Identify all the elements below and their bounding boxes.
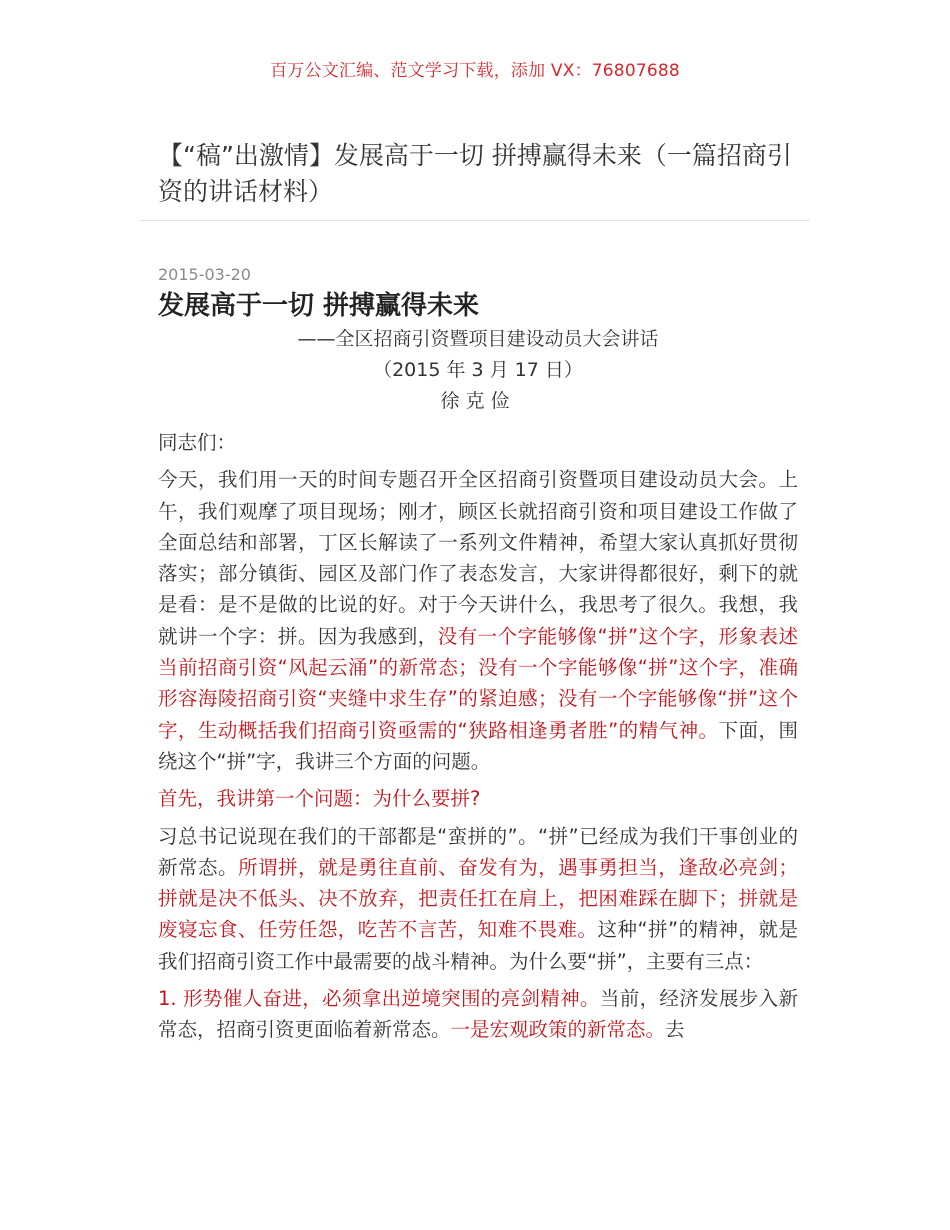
title-divider: [140, 220, 810, 221]
why-highlight: 所谓拼，就是勇往直前、奋发有为，遇事勇担当，逢敌必亮剑；拼就是决不低头、决不放弃，把责任扛在肩上，把困难踩在脚下；拼就是废寝忘食、任劳任怨，吃苦不言苦，知难不畏难。: [158, 855, 798, 942]
page-title: 【“稿”出激情】发展高于一切 拼搏赢得未来（一篇招商引资的讲话材料）: [158, 141, 792, 206]
intro-closing: 下面，围绕这个“拼”字，我讲三个方面的问题。: [158, 718, 798, 773]
point-1-title: 1. 形势催人奋进，必须拿出逆境突围的亮剑精神。: [158, 987, 600, 1011]
intro-text: 今天，我们用一天的时间专题召开全区招商引资暨项目建设动员大会。上午，我们观摩了项目现场；刚才，顾区长就招商引资和项目建设工作做了全面总结和部署，丁区长解读了一系列文件精神，希望大家认真抓好贯彻落实；部分镇街、园区及部门作了表态发言，大家讲得都很好，剩下的就是看：是不是做的比说的好。对于今天讲什么，我思考了很久。我想，我就讲一个字：拼。因为我感到，: [158, 468, 798, 648]
greeting: 同志们：: [158, 431, 237, 454]
why-text: 习总书记说现在我们的干部都是“蛮拼的”。“拼”已经成为我们干事创业的新常态。: [158, 824, 798, 879]
promo-banner: 百万公文汇编、范文学习下载，添加 VX：76807688: [270, 61, 680, 81]
publish-date: 2015-03-20: [158, 265, 251, 284]
article-heading: 发展高于一切 拼搏赢得未来: [158, 291, 480, 321]
point-1-sub: 一是宏观政策的新常态。: [450, 1018, 666, 1042]
point-1-tail: 去: [665, 1018, 685, 1042]
paragraph-intro: [158, 464, 798, 777]
author-name: 徐克俭: [440, 390, 516, 412]
why-closing: 这种“拼”的精神，就是我们招商引资工作中最需要的战斗精神。为什么要“拼”，主要有三点：: [158, 918, 798, 973]
article-subtitle: ——全区招商引资暨项目建设动员大会讲话: [297, 328, 659, 350]
article-body: [158, 264, 798, 1046]
intro-highlight: 没有一个字能够像“拼”这个字，形象表述当前招商引资“风起云涌”的新常态；没有一个字能够像“拼”这个字，准确形容海陵招商引资“夹缝中求生存”的紧迫感；没有一个字能够像“拼”这个字，生动概括我们招商引资亟需的“狭路相逢勇者胜”的精气神。: [158, 624, 798, 742]
section-heading-1: 首先，我讲第一个问题：为什么要拼?: [158, 787, 481, 811]
paragraph-why: [158, 821, 798, 977]
point-1-text: 当前，经济发展步入新常态，招商引资更面临着新常态。: [158, 987, 798, 1042]
paragraph-point-1: [158, 983, 798, 1046]
speech-date: （2015 年 3 月 17 日）: [373, 359, 583, 381]
